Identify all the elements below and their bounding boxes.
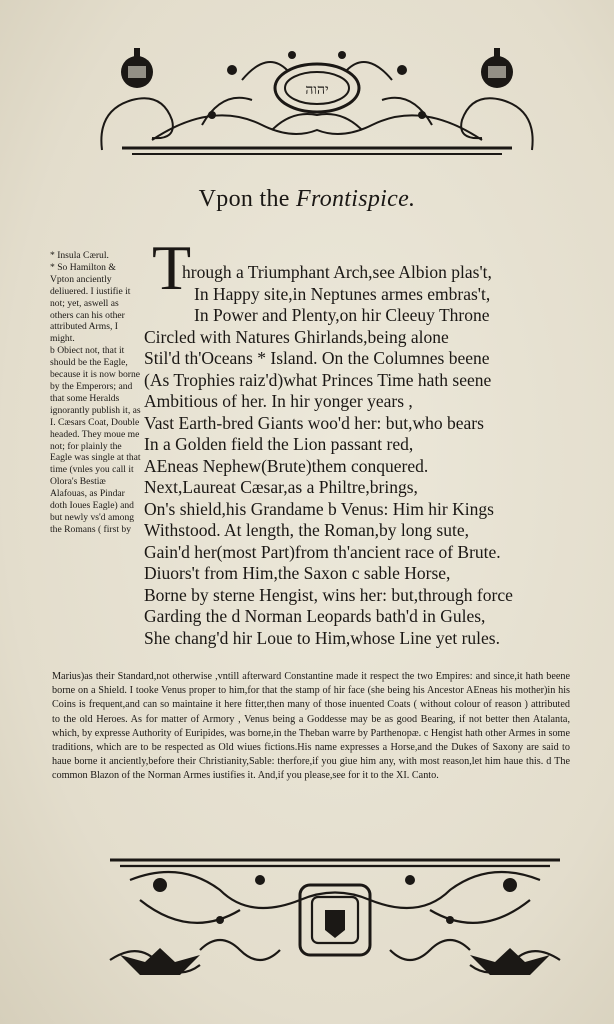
poem-line: She chang'd hir Loue to Him,whose Line yet rules.: [144, 627, 500, 648]
header-ornament: [92, 30, 542, 158]
marginal-note: * So Hamilton & Vpton anciently deliuered. I iustifie it not; yet, aswell as others can his other attributed Arms, I might.: [50, 261, 131, 345]
poem-line: Garding the d Norman Leopards bath'd in Gules,: [144, 606, 486, 626]
drop-cap: T: [152, 232, 192, 303]
poem-line: In Happy site,in Neptunes armes embras't,: [194, 283, 491, 304]
poem-line: hrough a Triumphant Arch,see Albion plas't,: [182, 262, 492, 282]
poem-line: AEneas Nephew(Brute)them conquered.: [144, 455, 429, 476]
poem-line: Vast Earth-bred Giants woo'd her: but,who bears: [144, 412, 484, 433]
poem-line: On's shield,his Grandame b Venus: Him hir Kings: [144, 498, 494, 519]
poem: [144, 262, 584, 649]
poem-line: (As Trophies raiz'd)what Princes Time hath seene: [144, 369, 492, 390]
poem-line: Withstood. At length, the Roman,by long sute,: [144, 520, 469, 540]
poem-line: Diuors't from Him,the Saxon c sable Horse,: [144, 563, 451, 583]
poem-line: In Power and Plenty,on hir Cleeuy Throne: [194, 305, 490, 325]
footer-ornament: [100, 840, 570, 985]
tetragrammaton-text: יהוה: [305, 82, 329, 98]
poem-line: Ambitious of her. In hir yonger years ,: [144, 391, 413, 411]
marginal-notes: [50, 250, 142, 536]
page-title: Vpon the Frontispice.: [198, 186, 416, 212]
poem-line: In a Golden field the Lion passant red,: [144, 434, 414, 454]
footnotes: [52, 670, 570, 784]
footnote-paragraph: Marius)as their Standard,not otherwise ,vntill afterward Constantine made it respect the two Empires: and since,it hath beene borne on a Shield. I tooke Venus proper to him,for that the stamp of hir face (she being his Ancestor AEneas his mother)in his Coins is frequent,and can so maintaine it here fitter,then many of those inuented Coats ( without colour of reason ) attributed to the old Heroes. As for matter of Armory , Venus being a Goddesse may be as good Bearing, if not better then Atalanta, which, by expresse Authority of Euripides, was borne,in the Theban warre by Parthenopæ. c Hengist hath other Armes in some traditions, which are to be respected as Old wiues fictions.His name expresses a Horse,and the Dukes of Saxony are said to haue borne it anciently,before their Christianity,Sable: therfore,if you giue him any, with most reason,let him haue this. d The common Blazon of the Norman Armes iustifies it. And,if you please,see for it to the XI. Canto.: [52, 671, 570, 782]
marginal-note: * Insula Cærul.: [50, 250, 109, 261]
poem-line: Circled with Natures Ghirlands,being alone: [144, 326, 449, 347]
marginal-note: b Obiect not, that it should be the Eagle, because it is now borne by the Emperors; and that some Heralds ignorantly publish it, as I. Cæsars Coat, Double headed. They moue me not; for plainly the Eagle was single at that time (vnles you call it Olora's Bestiæ Alafouas, as Pindar doth Ioues Eagle) and but newly vs'd among the Romans ( first by: [50, 345, 141, 535]
poem-line: Stil'd th'Oceans * Island. On the Columnes beene: [144, 348, 490, 368]
poem-line: Gain'd her(most Part)from th'ancient race of Brute.: [144, 541, 501, 562]
poem-line: Borne by sterne Hengist, wins her: but,through force: [144, 584, 513, 605]
poem-line: Next,Laureat Cæsar,as a Philtre,brings,: [144, 477, 418, 497]
